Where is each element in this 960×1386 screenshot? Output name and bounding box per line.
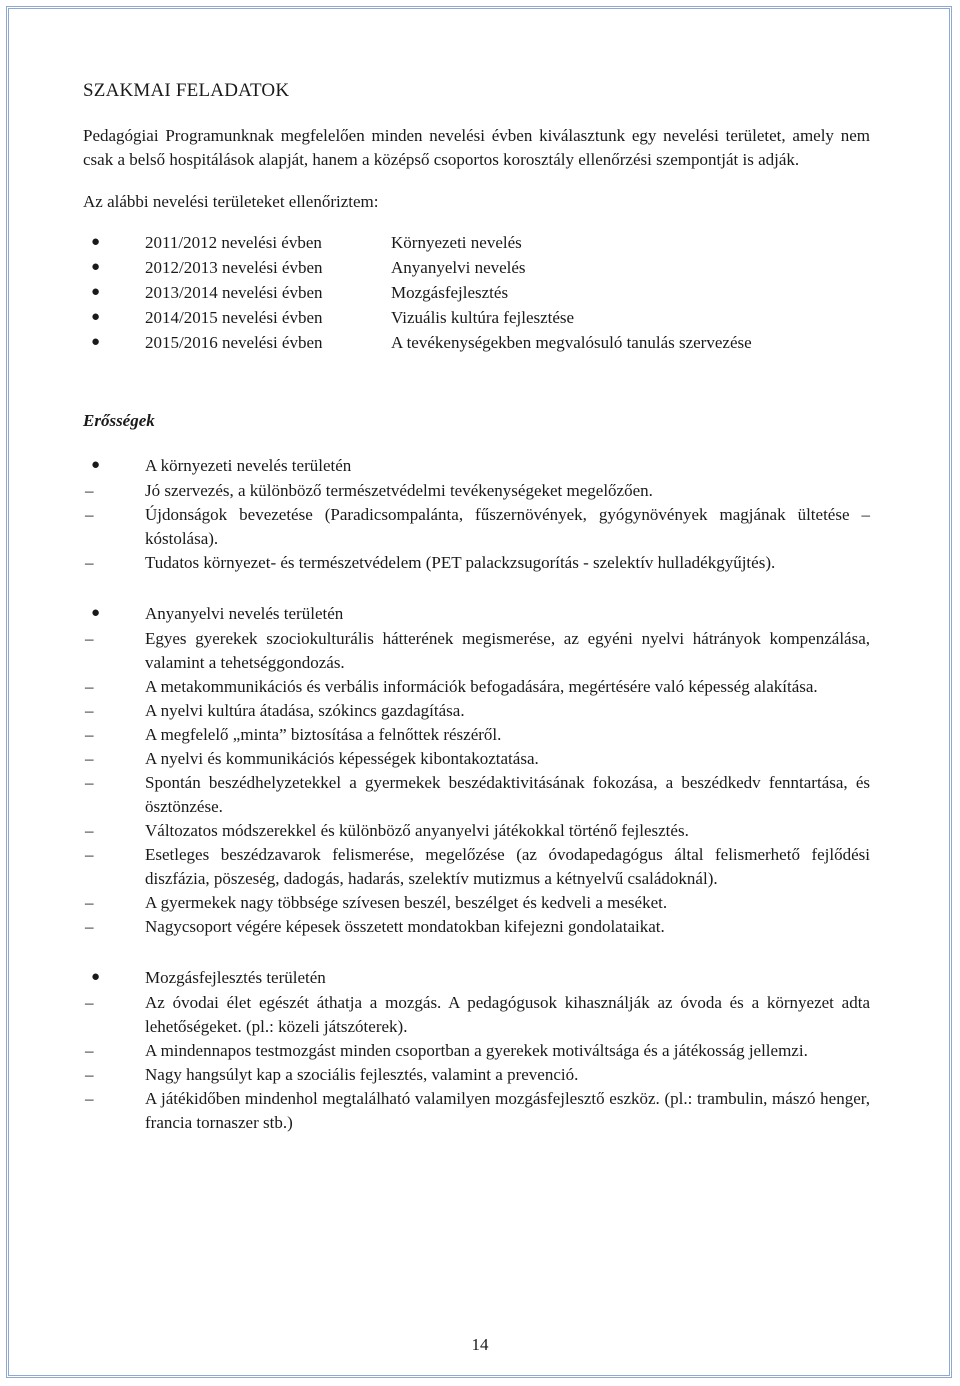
dash-icon: – bbox=[85, 677, 94, 696]
section-heading bbox=[83, 453, 870, 478]
dash-icon: – bbox=[85, 481, 94, 500]
section-movement bbox=[83, 965, 870, 1135]
checked-areas-intro: Az alábbi nevelési területeket ellenőriztem: bbox=[83, 192, 379, 211]
list-item bbox=[83, 1039, 870, 1063]
page-title: SZAKMAI FELADATOK bbox=[83, 80, 290, 101]
bullet-icon: ● bbox=[91, 457, 101, 473]
year-label: 2011/2012 nevelési évben bbox=[145, 233, 322, 252]
list-item bbox=[83, 551, 870, 575]
year-area: Vizuális kultúra fejlesztése bbox=[391, 308, 575, 327]
list-item-text: Jó szervezés, a különböző természetvédelmi tevékenységeket megelőzően. bbox=[145, 481, 653, 500]
dash-icon: – bbox=[85, 629, 94, 648]
dash-list bbox=[83, 479, 870, 575]
dash-list bbox=[83, 991, 870, 1135]
list-item bbox=[83, 843, 870, 891]
bullet-icon: ● bbox=[91, 234, 101, 250]
list-item-text: Spontán beszédhelyzetekkel a gyermekek beszédaktivitásának fokozása, a beszédkedv fenntartása, és ösztönzése. bbox=[145, 773, 870, 816]
list-item-text: Nagy hangsúlyt kap a szociális fejlesztés, valamint a prevenció. bbox=[145, 1065, 579, 1084]
list-item-text: Tudatos környezet- és természetvédelem (PET palackzsugorítás - szelektív hulladékgyűjtés). bbox=[145, 553, 776, 572]
section-environment bbox=[83, 453, 870, 575]
dash-icon: – bbox=[85, 505, 94, 524]
list-item bbox=[83, 699, 870, 723]
list-item bbox=[83, 771, 870, 819]
list-item-text: A megfelelő „minta” biztosítása a felnőttek részéről. bbox=[145, 725, 502, 744]
year-area: Anyanyelvi nevelés bbox=[391, 258, 526, 277]
section-heading bbox=[83, 965, 870, 990]
list-item-text: Esetleges beszédzavarok felismerése, megelőzése (az óvodapedagógus által felismerhető fejlődési diszfázia, pöszeség, dadogás, hadarás, szelektív mutizmus a kétnyelvű családoknál). bbox=[145, 845, 870, 888]
bullet-icon: ● bbox=[91, 605, 101, 621]
year-label: 2013/2014 nevelési évben bbox=[145, 283, 323, 302]
dash-icon: – bbox=[85, 821, 94, 840]
list-item-text: Az óvodai élet egészét áthatja a mozgás. A pedagógusok kihasználják az óvoda és a környezet adta lehetőségeket. (pl.: közeli játszóterek). bbox=[145, 993, 870, 1036]
year-area: Környezeti nevelés bbox=[391, 233, 522, 252]
year-label: 2014/2015 nevelési évben bbox=[145, 308, 323, 327]
dash-icon: – bbox=[85, 1065, 94, 1084]
year-item bbox=[83, 330, 870, 355]
section-heading-text: A környezeti nevelés területén bbox=[145, 456, 352, 475]
list-item bbox=[83, 675, 870, 699]
page-number: 14 bbox=[471, 1335, 489, 1354]
bullet-icon: ● bbox=[91, 969, 101, 985]
list-item bbox=[83, 503, 870, 551]
list-item bbox=[83, 479, 870, 503]
dash-icon: – bbox=[85, 701, 94, 720]
year-area: A tevékenységekben megvalósuló tanulás szervezése bbox=[391, 333, 752, 352]
list-item bbox=[83, 991, 870, 1039]
bullet-icon: ● bbox=[91, 259, 101, 275]
dash-icon: – bbox=[85, 1089, 94, 1108]
dash-icon: – bbox=[85, 1041, 94, 1060]
year-label: 2015/2016 nevelési évben bbox=[145, 333, 323, 352]
bullet-icon: ● bbox=[91, 309, 101, 325]
year-item bbox=[83, 230, 870, 255]
list-item-text: A metakommunikációs és verbális információk befogadására, megértésére való képesség alakítása. bbox=[145, 677, 818, 696]
list-item bbox=[83, 1087, 870, 1135]
dash-icon: – bbox=[85, 749, 94, 768]
dash-icon: – bbox=[85, 553, 94, 572]
list-item bbox=[83, 891, 870, 915]
dash-icon: – bbox=[85, 993, 94, 1012]
list-item-text: A játékidőben mindenhol megtalálható valamilyen mozgásfejlesztő eszköz. (pl.: trambulin, mászó henger, francia tornaszer stb.) bbox=[145, 1089, 870, 1132]
list-item-text: A nyelvi kultúra átadása, szókincs gazdagítása. bbox=[145, 701, 465, 720]
dash-icon: – bbox=[85, 917, 94, 936]
list-item bbox=[83, 723, 870, 747]
year-label: 2012/2013 nevelési évben bbox=[145, 258, 323, 277]
year-list bbox=[83, 230, 870, 355]
intro-paragraph: Pedagógiai Programunknak megfelelően minden nevelési évben kiválasztunk egy nevelési területet, amely nem csak a belső hospitálások alapját, hanem a középső csoportos korosztály ellenőrzési szempontját is adják. bbox=[83, 126, 870, 169]
list-item bbox=[83, 627, 870, 675]
list-item-text: A nyelvi és kommunikációs képességek kibontakoztatása. bbox=[145, 749, 539, 768]
list-item-text: Újdonságok bevezetése (Paradicsompalánta, fűszernövények, gyógynövények magjának ültetése – kóstolása). bbox=[145, 505, 870, 548]
dash-list bbox=[83, 627, 870, 939]
list-item-text: Egyes gyerekek szociokulturális hátterének megismerése, az egyéni nyelvi hátrányok kompenzálása, valamint a tehetséggondozás. bbox=[145, 629, 870, 672]
list-item-text: Változatos módszerekkel és különböző anyanyelvi játékokkal történő fejlesztés. bbox=[145, 821, 689, 840]
section-heading-text: Anyanyelvi nevelés területén bbox=[145, 604, 344, 623]
dash-icon: – bbox=[85, 725, 94, 744]
list-item bbox=[83, 747, 870, 771]
dash-icon: – bbox=[85, 773, 94, 792]
year-item bbox=[83, 280, 870, 305]
bullet-icon: ● bbox=[91, 334, 101, 350]
list-item bbox=[83, 819, 870, 843]
list-item-text: Nagycsoport végére képesek összetett mondatokban kifejezni gondolataikat. bbox=[145, 917, 665, 936]
year-item bbox=[83, 255, 870, 280]
list-item bbox=[83, 915, 870, 939]
list-item-text: A gyermekek nagy többsége szívesen beszél, beszélget és kedveli a meséket. bbox=[145, 893, 668, 912]
year-area: Mozgásfejlesztés bbox=[391, 283, 509, 302]
strengths-heading: Erősségek bbox=[83, 411, 155, 430]
section-language bbox=[83, 601, 870, 939]
section-heading bbox=[83, 601, 870, 626]
year-item bbox=[83, 305, 870, 330]
list-item bbox=[83, 1063, 870, 1087]
list-item-text: A mindennapos testmozgást minden csoportban a gyerekek motiváltsága és a játékosság jellemzi. bbox=[145, 1041, 808, 1060]
bullet-icon: ● bbox=[91, 284, 101, 300]
section-heading-text: Mozgásfejlesztés területén bbox=[145, 968, 326, 987]
document-body bbox=[83, 80, 870, 1161]
dash-icon: – bbox=[85, 845, 94, 864]
dash-icon: – bbox=[85, 893, 94, 912]
